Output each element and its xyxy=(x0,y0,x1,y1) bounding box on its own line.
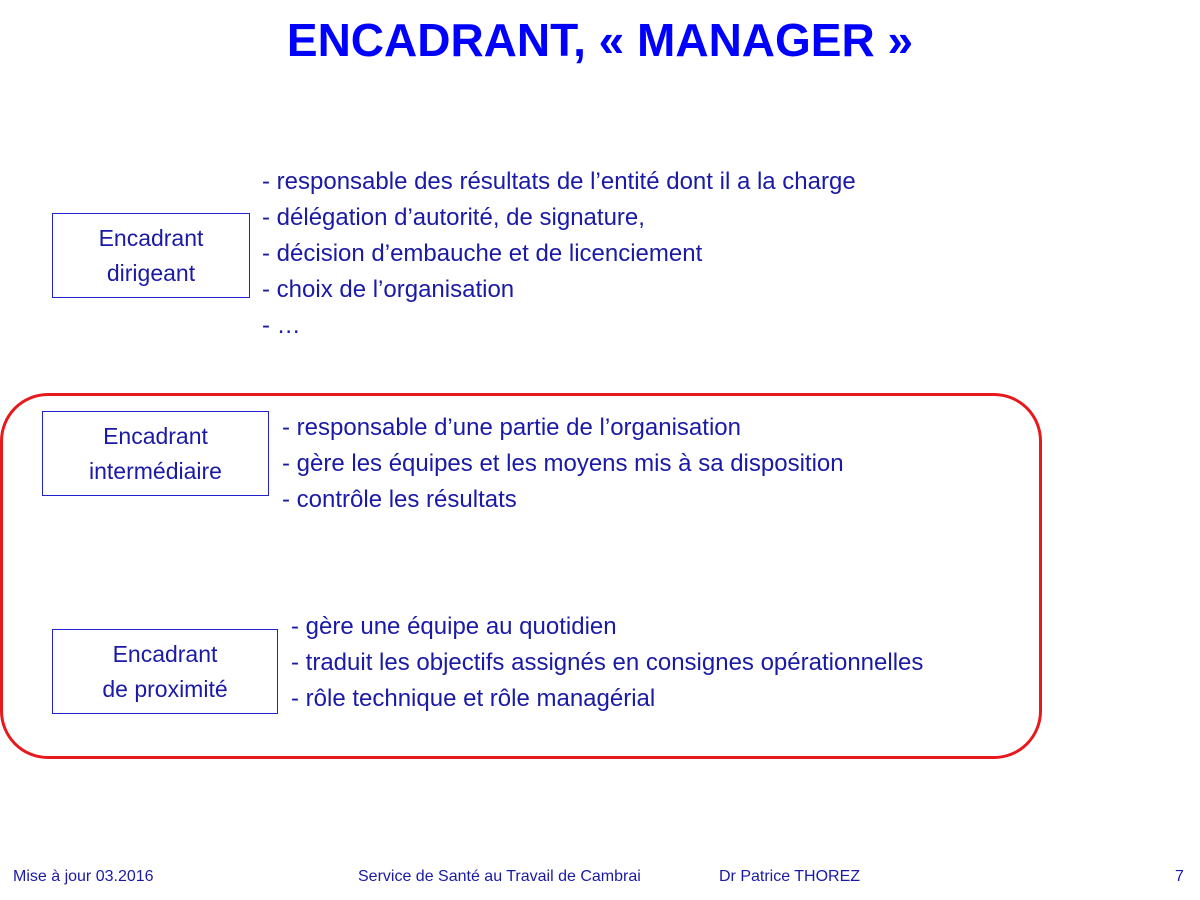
role-label-line1: Encadrant xyxy=(98,224,204,251)
bullet-list-intermediaire xyxy=(282,410,844,518)
role-label-line1: Encadrant xyxy=(103,422,208,449)
bullet-item: - contrôle les résultats xyxy=(282,486,517,513)
bullet-list-proximite xyxy=(291,609,923,717)
bullet-item: - gère une équipe au quotidien xyxy=(291,613,617,640)
bullet-item: - décision d’embauche et de licenciement xyxy=(262,240,703,267)
role-box-dirigeant xyxy=(52,213,250,298)
role-label-line1: Encadrant xyxy=(112,640,218,667)
bullet-item: - délégation d’autorité, de signature, xyxy=(262,204,645,231)
bullet-item: - rôle technique et rôle managérial xyxy=(291,685,656,712)
footer-service: Service de Santé au Travail de Cambrai xyxy=(358,868,641,885)
role-label-line2: intermédiaire xyxy=(89,457,222,484)
bullet-item: - traduit les objectifs assignés en consignes opérationnelles xyxy=(291,649,924,676)
role-box-proximite xyxy=(52,629,278,714)
page-number: 7 xyxy=(1175,868,1184,885)
role-label-line2: dirigeant xyxy=(106,259,196,286)
bullet-item: - responsable des résultats de l’entité dont il a la charge xyxy=(262,168,856,195)
bullet-item: - responsable d’une partie de l’organisation xyxy=(282,414,741,441)
bullet-list-dirigeant xyxy=(262,164,856,344)
bullet-item: - gère les équipes et les moyens mis à sa disposition xyxy=(282,450,844,477)
bullet-item: - … xyxy=(262,312,301,339)
role-box-intermediaire xyxy=(42,411,269,496)
role-label-line2: de proximité xyxy=(102,675,228,702)
footer-update-date: Mise à jour 03.2016 xyxy=(13,868,154,885)
footer-author: Dr Patrice THOREZ xyxy=(719,868,861,885)
slide-title: ENCADRANT, « MANAGER » xyxy=(286,14,914,66)
bullet-item: - choix de l’organisation xyxy=(262,276,515,303)
